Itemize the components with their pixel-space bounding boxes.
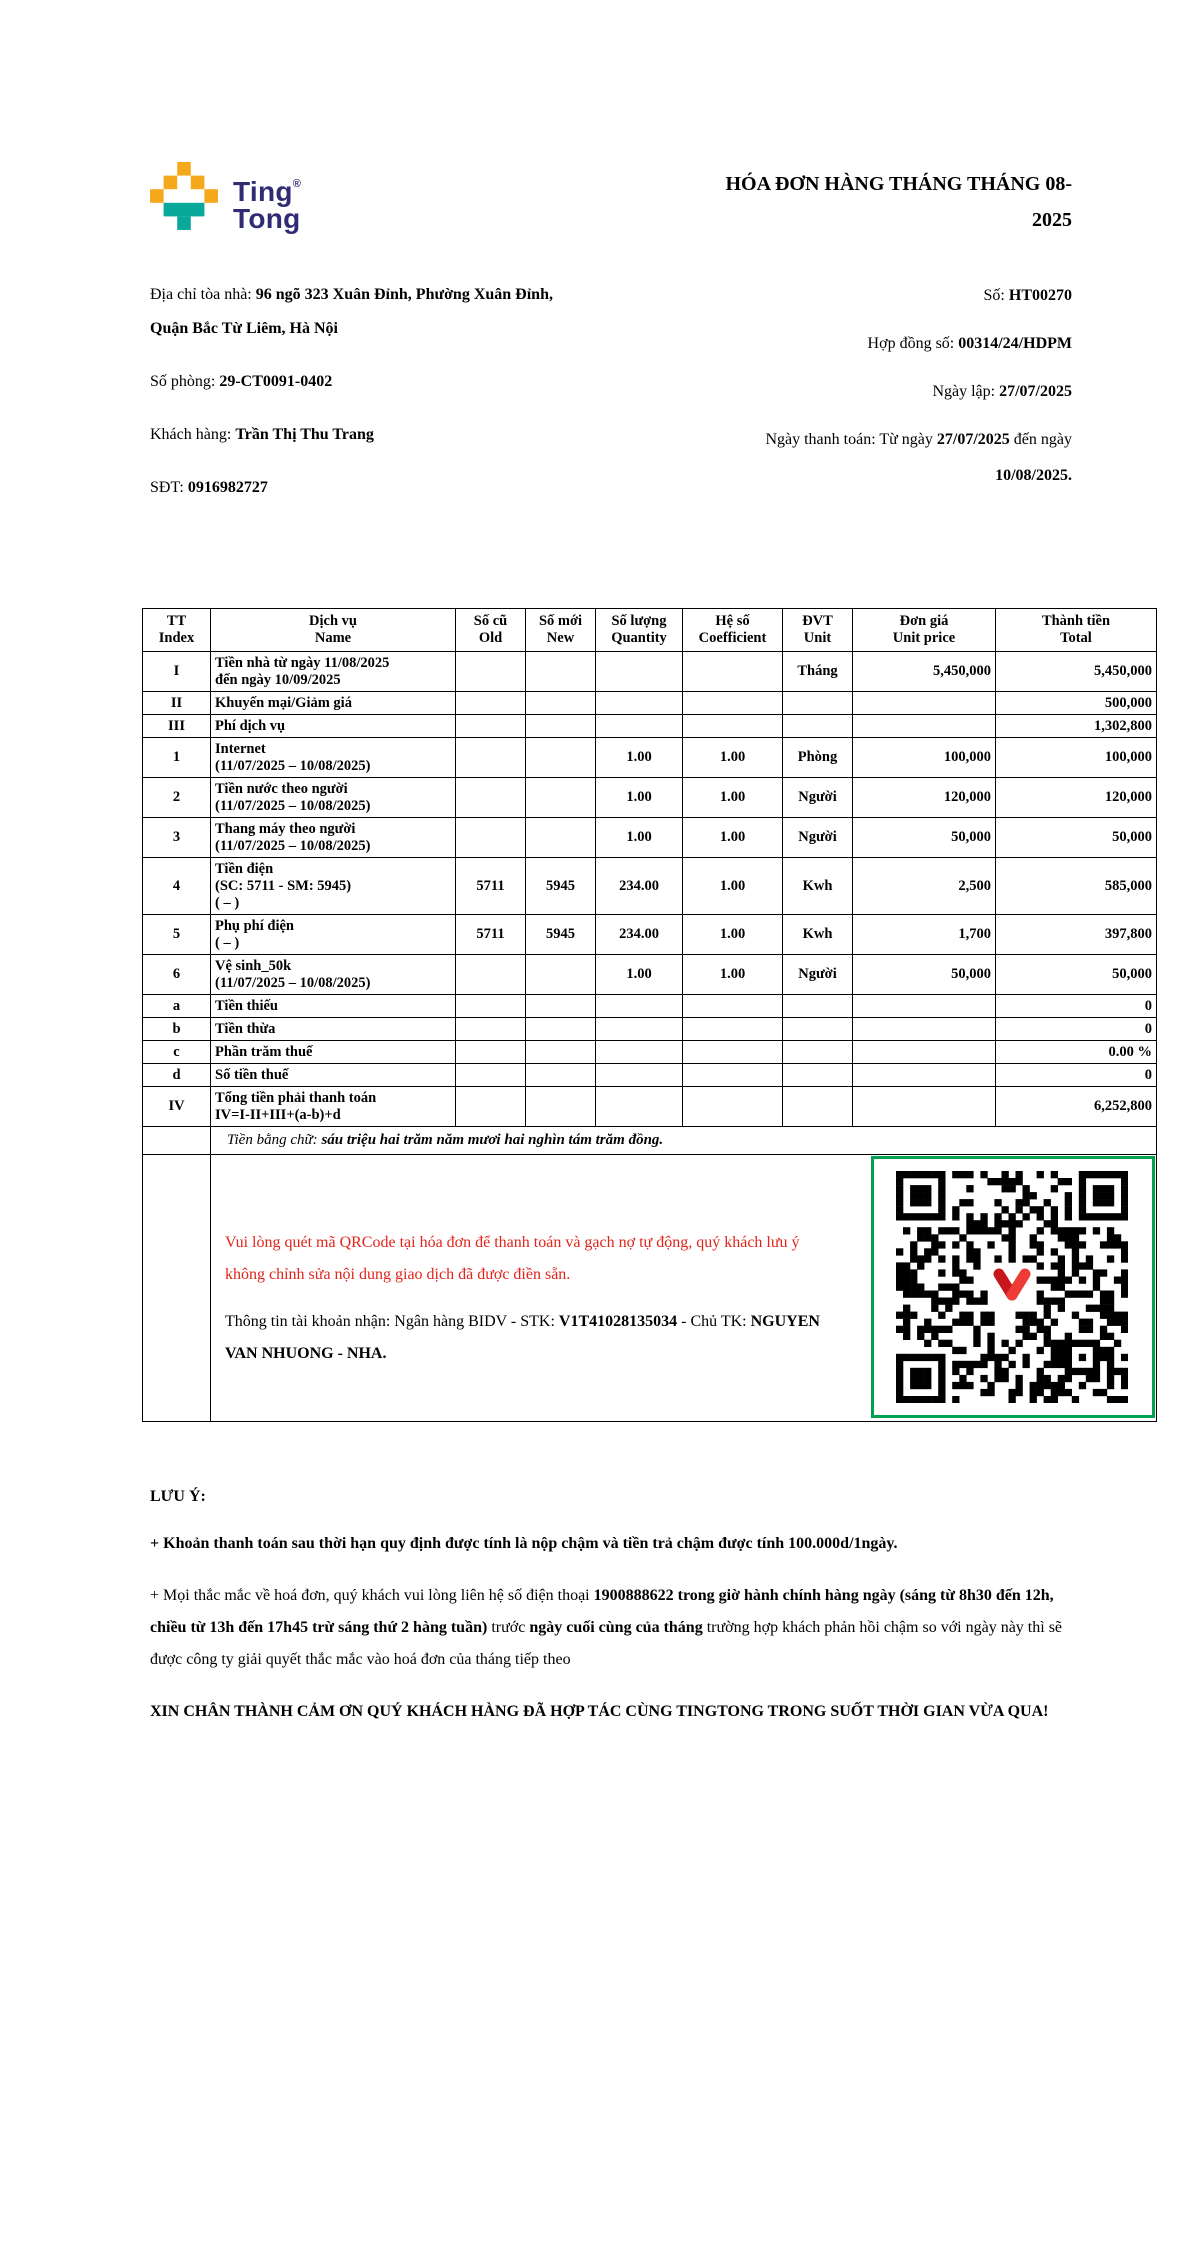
- table-row: [143, 1087, 1157, 1127]
- column-header: Dịch vụ Name: [211, 609, 456, 652]
- qr-instruction-text: Vui lòng quét mã QRCode tại hóa đơn để thanh toán và gạch nợ tự động, quý khách lưu ý không chỉnh sửa nội dung giao dịch đã được điền sẵn.: [225, 1234, 800, 1283]
- cell-coefficient: [683, 715, 783, 738]
- cell-service-name: Phí dịch vụ: [211, 715, 456, 738]
- table-row: [143, 955, 1157, 995]
- payment-qr-cell: [211, 1155, 1157, 1422]
- cell-service-name: Khuyến mại/Giảm giá: [211, 692, 456, 715]
- customer-name: Khách hàng: Trần Thị Thu Trang: [150, 426, 374, 443]
- cell-new-reading: [526, 818, 596, 858]
- cell-old-reading: [456, 1087, 526, 1127]
- cell-index: IV: [143, 1087, 211, 1127]
- cell-index: 5: [143, 915, 211, 955]
- cell-coefficient: [683, 1064, 783, 1087]
- cell-old-reading: [456, 738, 526, 778]
- cell-unit-price: [853, 995, 996, 1018]
- cell-quantity: 1.00: [596, 818, 683, 858]
- cell-quantity: 1.00: [596, 738, 683, 778]
- cell-new-reading: 5945: [526, 858, 596, 915]
- cell-total: 1,302,800: [996, 715, 1157, 738]
- cell-empty: [143, 1127, 211, 1155]
- room-number: Số phòng: 29-CT0091-0402: [150, 373, 333, 390]
- cell-new-reading: [526, 1041, 596, 1064]
- cell-total: 6,252,800: [996, 1087, 1157, 1127]
- cell-old-reading: [456, 1041, 526, 1064]
- cell-quantity: [596, 1041, 683, 1064]
- charges-table: [142, 608, 1157, 1422]
- cell-old-reading: [456, 955, 526, 995]
- table-row: [143, 1018, 1157, 1041]
- cell-new-reading: [526, 715, 596, 738]
- cell-service-name: Phần trăm thuế: [211, 1041, 456, 1064]
- cell-quantity: [596, 1018, 683, 1041]
- header: [150, 162, 1072, 238]
- cell-new-reading: [526, 778, 596, 818]
- cell-new-reading: [526, 738, 596, 778]
- cell-new-reading: [526, 955, 596, 995]
- invoice-meta: [632, 278, 1072, 524]
- cell-old-reading: [456, 692, 526, 715]
- cell-service-name: Tiền thừa: [211, 1018, 456, 1041]
- cell-coefficient: [683, 1087, 783, 1127]
- cell-old-reading: [456, 715, 526, 738]
- cell-coefficient: [683, 1041, 783, 1064]
- table-row: [143, 692, 1157, 715]
- payment-instructions: [225, 1227, 833, 1370]
- contract-number: Hợp đồng số: 00314/24/HDPM: [867, 335, 1072, 352]
- cell-unit-price: 5,450,000: [853, 652, 996, 692]
- cell-unit-price: 2,500: [853, 858, 996, 915]
- cell-coefficient: 1.00: [683, 955, 783, 995]
- cell-unit: [783, 1087, 853, 1127]
- table-header-row: [143, 609, 1157, 652]
- cell-service-name: Tiền nhà từ ngày 11/08/2025 đến ngày 10/09/2025: [211, 652, 456, 692]
- cell-total: 0: [996, 995, 1157, 1018]
- invoice-number: Số: HT00270: [983, 287, 1072, 304]
- table-row: [143, 778, 1157, 818]
- cell-unit-price: [853, 1064, 996, 1087]
- table-row: [143, 738, 1157, 778]
- cell-empty: [143, 1155, 211, 1422]
- table-row: [143, 1064, 1157, 1087]
- thank-you-message: XIN CHÂN THÀNH CẢM ƠN QUÝ KHÁCH HÀNG ĐÃ HỢP TÁC CÙNG TINGTONG TRONG SUỐT THỜI GIAN VỪA QUA!: [150, 1703, 1049, 1720]
- payment-period: Ngày thanh toán: Từ ngày 27/07/2025 đến ngày 10/08/2025.: [765, 431, 1072, 484]
- column-header: Thành tiền Total: [996, 609, 1157, 652]
- amount-in-words: Tiền bằng chữ: sáu triệu hai trăm năm mươi hai nghìn tám trăm đồng.: [211, 1127, 1157, 1155]
- column-header: ĐVT Unit: [783, 609, 853, 652]
- cell-unit-price: [853, 715, 996, 738]
- footer-notes: [150, 1488, 1072, 1728]
- cell-coefficient: 1.00: [683, 778, 783, 818]
- cell-unit: [783, 1064, 853, 1087]
- cell-new-reading: [526, 1064, 596, 1087]
- hotline-note: + Mọi thắc mắc về hoá đơn, quý khách vui lòng liên hệ số điện thoại 1900888622 trong giờ hành chính hàng ngày (sáng từ 8h30 đến 12h, chiều từ 13h đến 17h45 trừ sáng thứ 2 hàng tuần) trước ngày cuối cùng của tháng trường hợp khách phản hồi chậm so với ngày này thì sẽ được công ty giải quyết thắc mắc vào hoá đơn của tháng tiếp theo: [150, 1587, 1063, 1668]
- notes-title: LƯU Ý:: [150, 1488, 206, 1505]
- invoice-info: [150, 278, 1072, 524]
- cell-index: 6: [143, 955, 211, 995]
- cell-total: 585,000: [996, 858, 1157, 915]
- cell-unit-price: [853, 692, 996, 715]
- cell-coefficient: [683, 692, 783, 715]
- table-row: [143, 652, 1157, 692]
- cell-index: c: [143, 1041, 211, 1064]
- cell-coefficient: [683, 995, 783, 1018]
- cell-unit-price: [853, 1041, 996, 1064]
- cell-quantity: [596, 715, 683, 738]
- column-header: Số cũ Old: [456, 609, 526, 652]
- cell-quantity: [596, 1087, 683, 1127]
- cell-new-reading: [526, 692, 596, 715]
- table-row: [143, 995, 1157, 1018]
- cell-new-reading: [526, 652, 596, 692]
- cell-new-reading: [526, 1087, 596, 1127]
- cell-unit: Người: [783, 818, 853, 858]
- cell-service-name: Số tiền thuế: [211, 1064, 456, 1087]
- cell-old-reading: [456, 778, 526, 818]
- cell-total: 0: [996, 1018, 1157, 1041]
- column-header: Đơn giá Unit price: [853, 609, 996, 652]
- cell-coefficient: 1.00: [683, 915, 783, 955]
- cell-quantity: [596, 692, 683, 715]
- qr-code: [871, 1156, 1155, 1418]
- cell-total: 0: [996, 1064, 1157, 1087]
- building-address: Địa chỉ tòa nhà: 96 ngõ 323 Xuân Đỉnh, Phường Xuân Đỉnh, Quận Bắc Từ Liêm, Hà Nội: [150, 286, 553, 337]
- cell-service-name: Vệ sinh_50k (11/07/2025 – 10/08/2025): [211, 955, 456, 995]
- cell-old-reading: [456, 995, 526, 1018]
- cell-unit: [783, 715, 853, 738]
- cell-coefficient: 1.00: [683, 738, 783, 778]
- cell-old-reading: [456, 652, 526, 692]
- cell-quantity: [596, 995, 683, 1018]
- cell-index: 1: [143, 738, 211, 778]
- cell-unit: Phòng: [783, 738, 853, 778]
- table-row: [143, 715, 1157, 738]
- table-row: [143, 1041, 1157, 1064]
- cell-quantity: [596, 652, 683, 692]
- cell-unit-price: 50,000: [853, 818, 996, 858]
- cell-total: 50,000: [996, 955, 1157, 995]
- cell-unit: Người: [783, 955, 853, 995]
- customer-phone: SĐT: 0916982727: [150, 479, 268, 496]
- cell-new-reading: [526, 1018, 596, 1041]
- cell-coefficient: [683, 652, 783, 692]
- cell-service-name: Thang máy theo người (11/07/2025 – 10/08/2025): [211, 818, 456, 858]
- cell-unit-price: [853, 1018, 996, 1041]
- cell-unit: Kwh: [783, 915, 853, 955]
- cell-unit-price: 1,700: [853, 915, 996, 955]
- cell-new-reading: [526, 995, 596, 1018]
- cell-unit: [783, 995, 853, 1018]
- table-row: [143, 858, 1157, 915]
- cell-index: III: [143, 715, 211, 738]
- cell-quantity: 234.00: [596, 858, 683, 915]
- cell-unit: [783, 692, 853, 715]
- cell-coefficient: 1.00: [683, 858, 783, 915]
- cell-total: 100,000: [996, 738, 1157, 778]
- late-payment-note: + Khoản thanh toán sau thời hạn quy định được tính là nộp chậm và tiền trả chậm được tính 100.000d/1ngày.: [150, 1535, 898, 1552]
- cell-index: 2: [143, 778, 211, 818]
- cell-quantity: [596, 1064, 683, 1087]
- cell-index: d: [143, 1064, 211, 1087]
- cell-service-name: Tiền điện (SC: 5711 - SM: 5945) ( – ): [211, 858, 456, 915]
- cell-service-name: Phụ phí điện ( – ): [211, 915, 456, 955]
- cell-index: II: [143, 692, 211, 715]
- cell-service-name: Internet (11/07/2025 – 10/08/2025): [211, 738, 456, 778]
- invoice-title: HÓA ĐƠN HÀNG THÁNG THÁNG 08- 2025: [725, 173, 1072, 231]
- tingtong-logo-icon: [150, 162, 218, 235]
- cell-service-name: Tiền thiếu: [211, 995, 456, 1018]
- cell-old-reading: [456, 1064, 526, 1087]
- cell-unit: [783, 1018, 853, 1041]
- payment-qr-row: [143, 1155, 1157, 1422]
- column-header: TT Index: [143, 609, 211, 652]
- cell-quantity: 234.00: [596, 915, 683, 955]
- cell-unit: Tháng: [783, 652, 853, 692]
- cell-total: 5,450,000: [996, 652, 1157, 692]
- cell-total: 397,800: [996, 915, 1157, 955]
- cell-old-reading: 5711: [456, 915, 526, 955]
- cell-old-reading: 5711: [456, 858, 526, 915]
- cell-unit-price: 100,000: [853, 738, 996, 778]
- cell-old-reading: [456, 818, 526, 858]
- cell-unit-price: 120,000: [853, 778, 996, 818]
- table-row: [143, 915, 1157, 955]
- column-header: Số mới New: [526, 609, 596, 652]
- cell-index: a: [143, 995, 211, 1018]
- cell-unit: [783, 1041, 853, 1064]
- cell-quantity: 1.00: [596, 778, 683, 818]
- cell-total: 0.00 %: [996, 1041, 1157, 1064]
- cell-unit-price: [853, 1087, 996, 1127]
- cell-unit: Kwh: [783, 858, 853, 915]
- cell-old-reading: [456, 1018, 526, 1041]
- table-row: [143, 818, 1157, 858]
- cell-index: 4: [143, 858, 211, 915]
- cell-total: 50,000: [996, 818, 1157, 858]
- tingtong-logo-text: Ting® Tong: [233, 176, 302, 235]
- cell-total: 120,000: [996, 778, 1157, 818]
- column-header: Số lượng Quantity: [596, 609, 683, 652]
- bank-account-info: Thông tin tài khoản nhận: Ngân hàng BIDV - STK: V1T41028135034 - Chủ TK: NGUYEN VAN NHUONG - NHA.: [225, 1313, 820, 1362]
- cell-unit: Người: [783, 778, 853, 818]
- tingtong-logo: [150, 162, 301, 235]
- cell-unit-price: 50,000: [853, 955, 996, 995]
- registered-mark: ®: [292, 178, 302, 190]
- amount-in-words-row: [143, 1127, 1157, 1155]
- column-header: Hệ số Coefficient: [683, 609, 783, 652]
- cell-index: I: [143, 652, 211, 692]
- cell-service-name: Tiền nước theo người (11/07/2025 – 10/08/2025): [211, 778, 456, 818]
- cell-total: 500,000: [996, 692, 1157, 715]
- cell-new-reading: 5945: [526, 915, 596, 955]
- issue-date: Ngày lập: 27/07/2025: [932, 383, 1072, 400]
- cell-coefficient: [683, 1018, 783, 1041]
- cell-coefficient: 1.00: [683, 818, 783, 858]
- customer-info: [150, 278, 628, 524]
- cell-index: b: [143, 1018, 211, 1041]
- cell-service-name: Tổng tiền phải thanh toán IV=I-II+III+(a-b)+d: [211, 1087, 456, 1127]
- cell-index: 3: [143, 818, 211, 858]
- cell-quantity: 1.00: [596, 955, 683, 995]
